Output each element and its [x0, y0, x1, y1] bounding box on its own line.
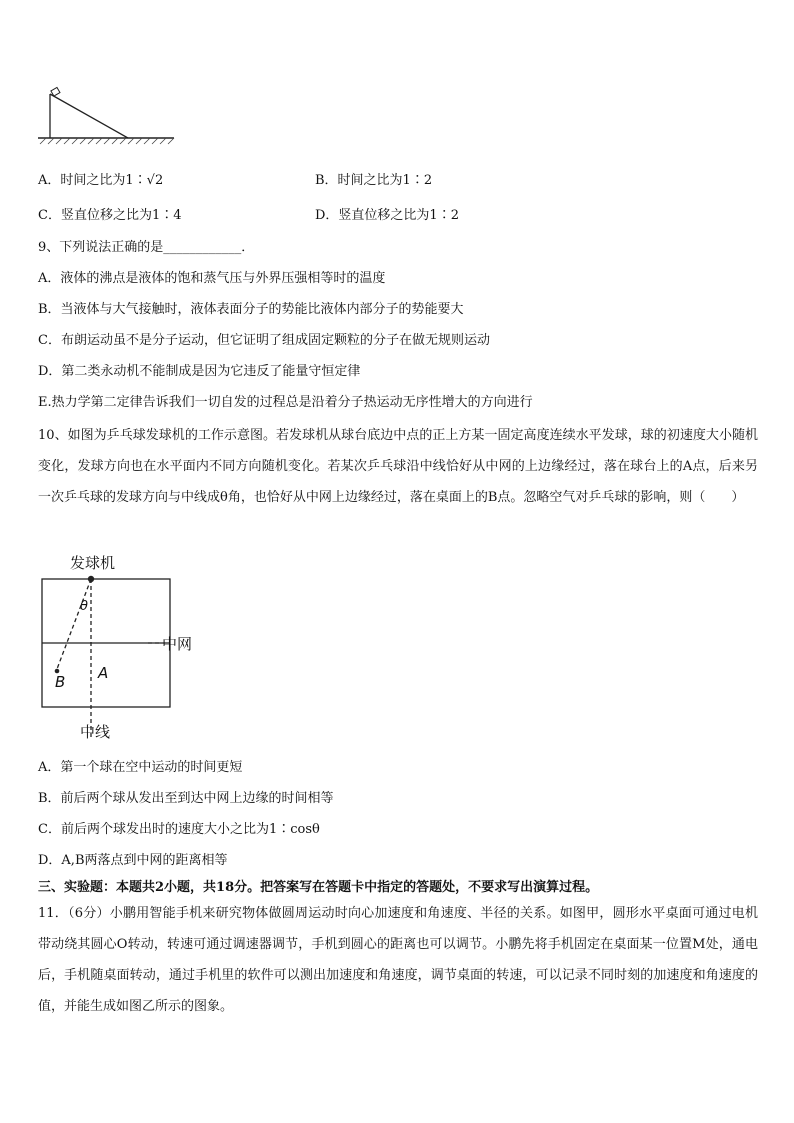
serve-machine-figure [30, 550, 210, 745]
q10-stem: 10、如图为乒乓球发球机的工作示意图。若发球机从球台底边中点的正上方某一固定高度连续水平发球，球的初速度大小随机变化，发球方向也在水平面内不同方向随机变化。若某次乒乓球沿中线恰好从中网的上边缘经过，落在球台上的A点，后来另一次乒乓球的发球方向与中线成θ角，也恰好从中网上边缘经过，落在桌面上的B点。忽略空气对乒乓球的影响，则（ ） [38, 428, 758, 505]
trajectory-b [57, 579, 91, 669]
q9-option-b: B．当液体与大气接触时，液体表面分子的势能比液体内部分子的势能要大 [38, 302, 464, 317]
q11-stem: 11．（6分）小鹏用智能手机来研究物体做圆周运动时向心加速度和角速度、半径的关系。如图甲，圆形水平桌面可通过电机带动绕其圆心O转动，转速可通过调速器调节，手机到圆心的距离也可以调节。小鹏先将手机固定在桌面某一位置M处，通电后，手机随桌面转动，通过手机里的软件可以测出加速度和角速度，调节桌面的转速，可以记录不同时刻的加速度和角速度的值，并能生成如图乙所示的图象。 [38, 906, 758, 1014]
q9-option-e: E.热力学第二定律告诉我们一切自发的过程总是沿着分子热运动无序性增大的方向进行 [38, 395, 533, 410]
q10-option-c: C．前后两个球发出时的速度大小之比为1∶cosθ [38, 822, 320, 837]
q9-option-d: D．第二类永动机不能制成是因为它违反了能量守恒定律 [38, 364, 361, 379]
incline-figure [36, 86, 176, 146]
q8-option-b: B．时间之比为1∶2 [315, 173, 433, 188]
center-line-label: 中线 [80, 723, 111, 741]
q9-option-a: A．液体的沸点是液体的饱和蒸气压与外界压强相等时的温度 [38, 271, 386, 286]
point-a-label: A [98, 664, 109, 682]
point-b-label: B [55, 673, 66, 691]
q8-option-c: C．竖直位移之比为1∶4 [38, 208, 182, 223]
q8-option-d: D．竖直位移之比为1∶2 [315, 208, 459, 223]
q10-option-a: A．第一个球在空中运动的时间更短 [38, 760, 243, 775]
net-label: 中网 [162, 635, 193, 653]
section3-title: 三、实验题：本题共2小题，共18分。把答案写在答题卡中指定的答题处，不要求写出演算过程。 [38, 880, 599, 895]
q10-option-b: B．前后两个球从发出至到达中网上边缘的时间相等 [38, 791, 334, 806]
q9-stem: 9、下列说法正确的是____________． [38, 240, 255, 255]
ground-hatch [40, 138, 174, 144]
serve-machine-point [88, 576, 94, 582]
incline-line [50, 94, 128, 138]
figure-label-serve-machine: 发球机 [70, 554, 116, 572]
q10-option-d: D．A,B两落点到中网的距离相等 [38, 853, 228, 868]
angle-label: θ [80, 599, 88, 614]
q9-option-c: C．布朗运动虽不是分子运动，但它证明了组成固定颗粒的分子在做无规则运动 [38, 333, 490, 348]
q8-option-a: A．时间之比为1∶√2 [38, 173, 164, 188]
